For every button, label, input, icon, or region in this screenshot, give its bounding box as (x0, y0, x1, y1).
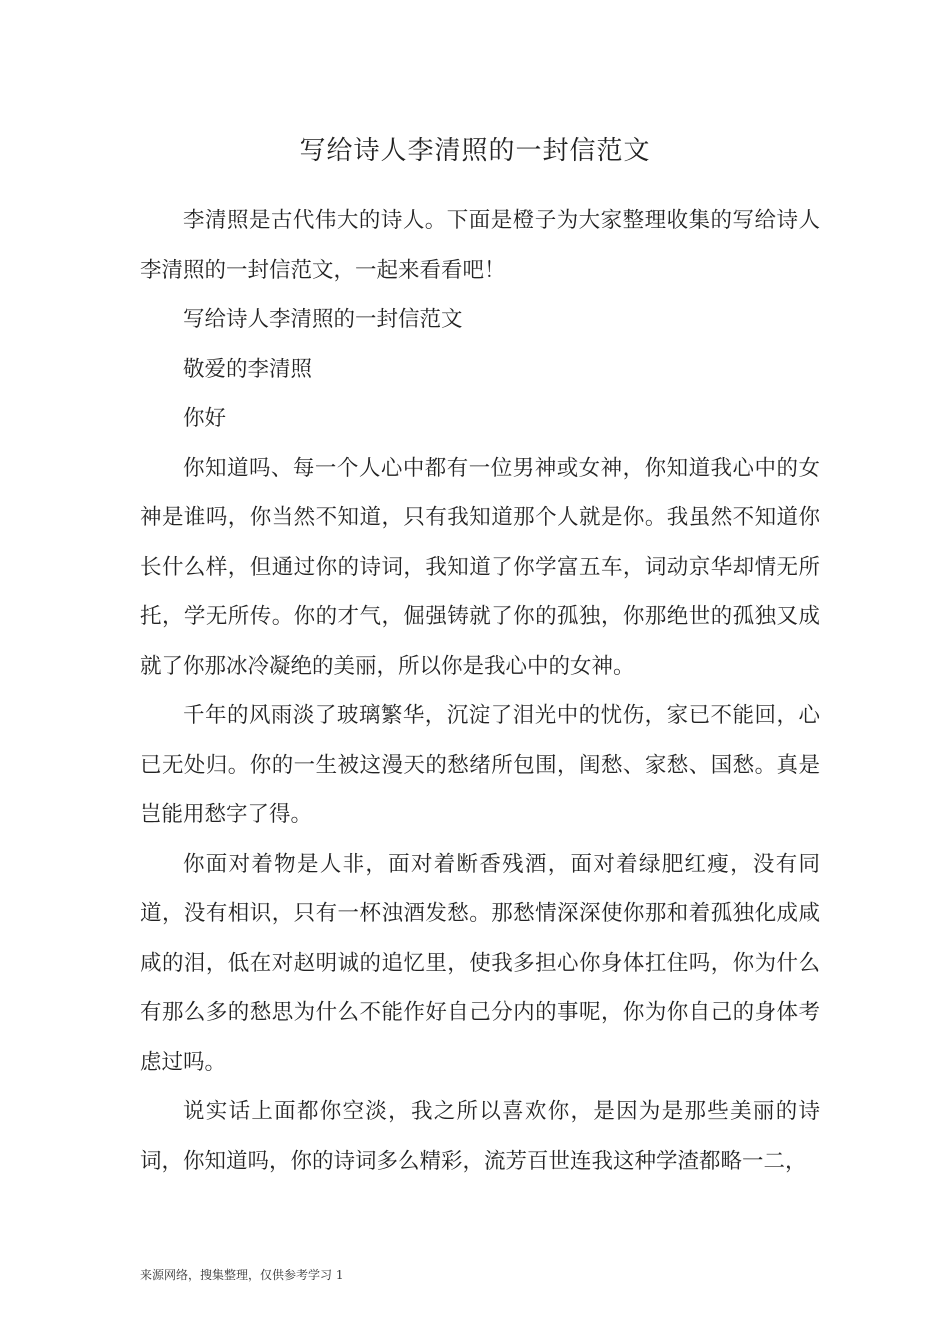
paragraph-body-4: 说实话上面都你空淡，我之所以喜欢你，是因为是那些美丽的诗词，你知道吗，你的诗词多么精彩，流芳百世连我这种学渣都略一二， (140, 1099, 820, 1174)
paragraph-subtitle: 写给诗人李清照的一封信范文 (183, 307, 463, 332)
document-body (140, 196, 820, 1186)
document-title: 写给诗人李清照的一封信范文 (299, 136, 651, 166)
paragraph-greeting: 你好 (183, 406, 227, 431)
paragraph-salutation: 敬爱的李清照 (183, 356, 313, 382)
paragraph-body-3: 你面对着物是人非，面对着断香残酒，面对着绿肥红瘦，没有同道，没有相识，只有一杯浊酒发愁。那愁情深深使你那和着孤独化成咸咸的泪，低在对赵明诚的追忆里，使我多担心你身体扛住吗，你为什么有那么多的愁思为什么不能作好自己分内的事呢，你为你自己的身体考虑过吗。 (140, 851, 820, 1075)
paragraph-body-1: 你知道吗、每一个人心中都有一位男神或女神，你知道我心中的女神是谁吗，你当然不知道，只有我知道那个人就是你。我虽然不知道你长什么样，但通过你的诗词，我知道了你学富五车，词动京华却情无所托，学无所传。你的才气，倔强铸就了你的孤独，你那绝世的孤独又成就了你那冰冷凝绝的美丽，所以你是我心中的女神。 (140, 455, 820, 679)
page-footer: 来源网络，搜集整理，仅供参考学习 1 (140, 1268, 344, 1282)
paragraph-body-2: 千年的风雨淡了玻璃繁华，沉淀了泪光中的忧伤，家已不能回，心已无处归。你的一生被这漫天的愁绪所包围，闺愁、家愁、国愁。真是岂能用愁字了得。 (140, 703, 820, 827)
paragraph-intro: 李清照是古代伟大的诗人。下面是橙子为大家整理收集的写给诗人李清照的一封信范文，一起来看看吧！ (140, 208, 820, 283)
